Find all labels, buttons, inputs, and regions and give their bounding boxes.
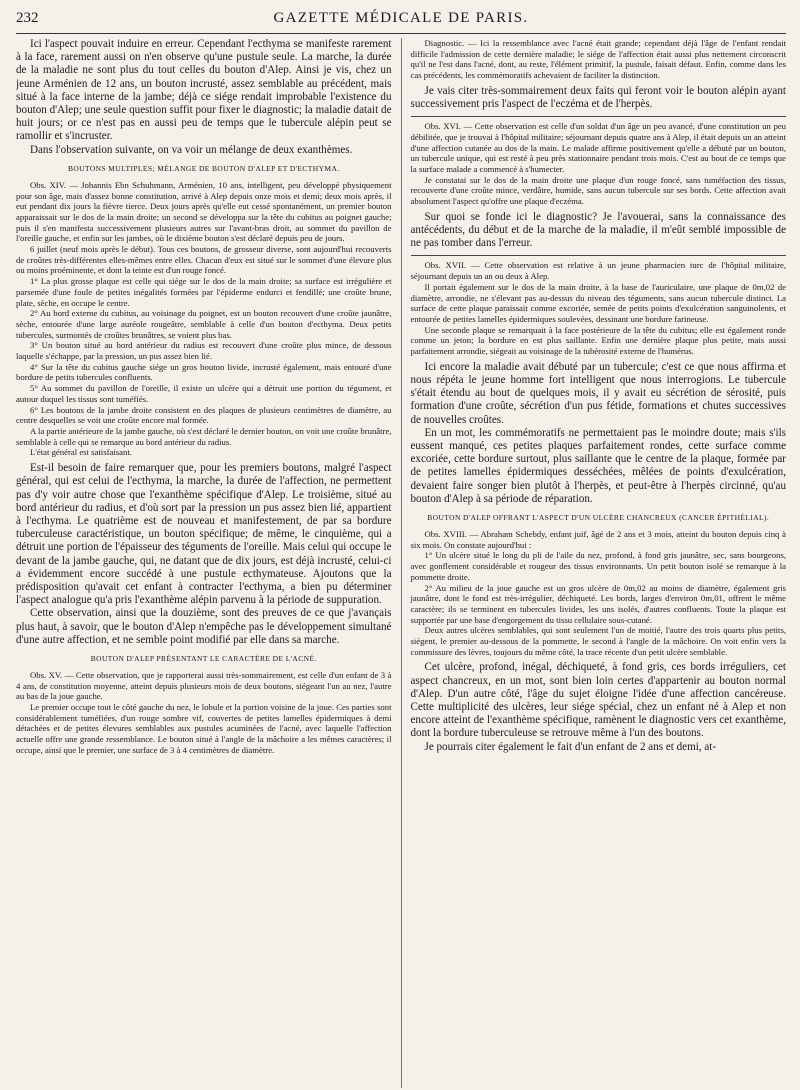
observation-paragraph: 1° Un ulcère situé le long du pli de l'aile du nez, profond, à fond gris jaunâtre, sec, sans bourgeons, avec gonflement considérable et rougeur des tissus environnants. Un petit bouton isolé se remarque à la pommette droite. [410, 550, 786, 582]
observation-paragraph: Le premier occupe tout le côté gauche du nez, le lobule et la portion voisine de la joue. Ces parties sont considérablement tuméfiées, d'un rouge sombre vif, couvertes de petites lamelles épidermiques à demi détachées et de petites élevures semblables aux pustules acuminées de l'acné, avec laquelle l'affection actuelle offre une grande ressemblance. Le bouton situé à l'angle de la mâchoire a les mêmes caractères; il occupe, ainsi que le premier, une surface de 3 à 4 centimètres de diamètre. [16, 702, 392, 755]
observation-paragraph: L'état général est satisfaisant. [30, 447, 132, 458]
observation-paragraph: Obs. XVII. — Cette observation est relative à un jeune pharmacien turc de l'hôpital militaire, séjournant depuis un an ou deux à Alep. [410, 260, 786, 282]
page-header [16, 10, 786, 34]
section-heading: BOUTON D'ALEP PRÉSENTANT LE CARACTÈRE DE L'ACNÉ. [90, 653, 317, 663]
body-paragraph: Sur quoi se fonde ici le diagnostic? Je l'avouerai, sans la connaissance des antécédents, du début et de la marche de la maladie, il m'eût semblé impossible de ne pas tomber dans l'erreur. [410, 210, 786, 250]
columns [16, 38, 786, 1088]
observation-paragraph: 1° La plus grosse plaque est celle qui siége sur le dos de la main droite; sa surface est irrégulière et parsemée d'une foule de petites inégalités formées par l'épiderme endurci et fendillé; une croûte brune, plate, sèche, en occupe le centre. [16, 276, 392, 308]
observation-paragraph: Obs. XVI. — Cette observation est celle d'un soldat d'un âge un peu avancé, d'une constitution un peu débilitée, que je trouvai à l'hôpital militaire; séjournant depuis quatre ans à Alep, il était depuis un an atteint d'une affection cutanée au dos de la main. Le malade affirme positivement qu'elle a débuté par un bouton, un tubercule unique, qui est resté à peu près stationnaire pendant trois mois. C'est au bout de ce temps que la surface malade a commencé à s'humecter. [410, 121, 786, 175]
observation-paragraph: 3° Un bouton situé au bord antérieur du radius est recouvert d'une croûte plus mince, de dessous laquelle s'échappe, par la pression, un pus assez bien lié. [16, 340, 392, 362]
observation-paragraph: Je constatai sur le dos de la main droite une plaque d'un rouge foncé, sans tuméfaction des tissus, recouverte d'une croûte mince, verdâtre, humide, sans aucun tubercule sur ses bords. Cette affection avait absolument l'aspect qu'offre une plaque d'eczéma. [410, 174, 786, 207]
observation-paragraph: Une seconde plaque se remarquait à la face postérieure de la tête du cubitus; elle est également ronde comme un jeton; la bordure en est plus saillante. Enfin une dernière plaque plus petite, mais aussi parfaitement arrondie, siégeait au voisinage de la tubérosité externe de l'humérus. [410, 324, 786, 357]
section-heading: BOUTON D'ALEP OFFRANT L'ASPECT D'UN ULCÈRE CHANCREUX (CANCER ÉPITHÉLIAL). [427, 513, 770, 523]
observation-paragraph: Deux autres ulcères semblables, qui sont seulement l'un de moitié, l'autre des trois quarts plus petits, siégent, le premier au-dessous de la pommette, le second à l'angle de la mâchoire. On voit enfin vers la commissure des lèvres, toujours du même côté, la trace récente d'un petit ulcère semblable. [410, 625, 786, 657]
left-column [16, 38, 401, 1088]
divider [411, 255, 787, 256]
journal-title: GAZETTE MÉDICALE DE PARIS. [273, 10, 529, 26]
body-paragraph: Je vais citer très-sommairement deux faits qui feront voir le bouton alépin ayant successivement pris l'aspect de l'eczéma et de l'herpès. [410, 84, 786, 111]
observation-paragraph: Diagnostic. — Ici la ressemblance avec l'acné était grande; cependant déjà l'âge de l'enfant rendait difficile l'admission de cette dernière maladie; le siége de l'affection était aussi plus nettement circonscrit qu'il ne l'est dans l'acné, dont, au reste, l'élément primitif, la pustule, faisait défaut. Enfin, comme dans les cas précédents, les commémoratifs achevaient de faciliter la distinction. [410, 38, 786, 81]
observation-paragraph: Il portait également sur le dos de la main droite, à la base de l'auriculaire, une plaque de 0m,02 de diamètre, arrondie, ne s'élevant pas au-dessus du niveau des téguments, sans aucun tubercule distinct. La surface de cette plaque paraissait comme excoriée, semée de petits points d'exulcération sanguinolents, et entourée de petites lamelles épidermiques soulevées, dessinant une bordure farineuse. [410, 281, 786, 324]
observation-paragraph: 2° Au bord externe du cubitus, au voisinage du poignet, est un bouton recouvert d'une croûte jaunâtre, sèche, entourée d'une large auréole rougeâtre, semblable à celle d'un bouton d'ecthyma. Deux petits tubercules, surmontés de croûtes brunâtres, se voient plus bas. [16, 308, 392, 340]
body-paragraph: Dans l'observation suivante, on va voir un mélange de deux exanthèmes. [30, 143, 353, 156]
body-paragraph: Je pourrais citer également le fait d'un enfant de 2 ans et demi, at- [424, 740, 717, 753]
observation-paragraph: Obs. XV. — Cette observation, que je rapporterai aussi très-sommairement, est celle d'un enfant de 3 à 4 ans, de constitution moyenne, atteint depuis plusieurs mois de deux boutons, siégeant l'un au nez, l'autre au bas de la joue gauche. [16, 669, 392, 702]
body-paragraph: En un mot, les commémoratifs ne permettaient pas le moindre doute; mais s'ils eussent manqué, ces petites plaques parfaitement rondes, cette surface comme excoriée, cette bordure surtout, plus saillante que le centre de la plaque, formée par de petites lamelles épidermiques desséchées, mêlées de points d'exulcération, devaient faire songer bien plutôt à l'herpès, et peut-être à l'herpès circinné, qu'au bouton d'Alep à sa période de réparation. [410, 426, 786, 505]
body-paragraph: Est-il besoin de faire remarquer que, pour les premiers boutons, malgré l'aspect général, qui est celui de l'ecthyma, la marche, la durée de l'affection, ne permettent pas d'y voir autre chose que l'exanthème spécifique d'Alep. Le troisième, situé au bord antérieur du radius, et d'où sort par la pression un pus assez bien lié, appartient à l'ecthyma. Le quatrième est de nouveau et manifestement, de par sa bordure tuberculeuse caractéristique, un bouton spécifique; de même, le cinquième, qui a détruit une portion de l'épaisseur des téguments de l'oreille. Mais celui qui occupe le devant de la jambe gauche, qui, ne datant que de dix jours, est déjà incrusté, celui-ci a évidemment encore succédé à une pustule ecthymateuse. Ajoutons que la prédisposition qu'avait cet enfant à contracter l'ecthyma, a bien pu déterminer l'aspect analogue qu'a pris l'exanthème alépin parvenu à la période de suppuration. [16, 462, 392, 607]
body-paragraph: Ici l'aspect pouvait induire en erreur. Cependant l'ecthyma se manifeste rarement à la face, rarement aussi on n'en observe qu'une pustule seule. La marche, la durée de la maladie ne sont plus du tout celles du bouton d'Alep. Ainsi je vis, chez un jeune Arménien de 12 ans, un bouton incrusté, assez semblable au précédent, mais situé à la face interne de la jambe; déjà ce siége rendait improbable l'existence du bouton d'Alep; une seule question suffit pour fixer le diagnostic; la maladie datait de huit jours; or ce n'est pas en aussi peu de temps que le tubercule alépin peut se ramollir et s'incruster. [16, 38, 392, 143]
body-paragraph: Ici encore la maladie avait débuté par un tubercule; c'est ce que nous affirma et nous répéta le jeune homme fort intelligent que nous interrogions. Le tubercule s'était étendu au bout de quelques mois, il y avait eu sécrétion de sérosité, puis formation d'une croûte, sécrétion d'un pus fétide, formations et chutes successives de nouvelles croûtes. [410, 360, 786, 426]
body-paragraph: Cet ulcère, profond, inégal, déchiqueté, à fond gris, ces bords irréguliers, cet aspect chancreux, en un mot, sont bien loin certes d'appartenir au bouton normal d'Alep. D'un autre côté, l'âge du sujet éloigne l'idée d'une affection cancéreuse. Cette multiplicité des ulcères, leur siége spécial, chez un enfant né à Alep et non encore atteint de l'exanthème spécifique, ramènent le diagnostic vers cet exanthème, dont la bordure tuberculeuse se retrouve même à l'un des boutons. [410, 661, 786, 740]
observation-paragraph: 2° Au milieu de la joue gauche est un gros ulcère de 0m,02 au moins de diamètre, également gris jaunâtre, dont le fond est très-irrégulier, déchiqueté. Les bords, larges d'environ 0m,01, offrent le même caractère; ils se terminent en tubercules livides, les uns isolés, d'autres confluents. Toute la plaque est supportée par une base d'engorgement du tissu cellulaire sous-cutané. [410, 582, 786, 625]
observation-paragraph: 6° Les boutons de la jambe droite consistent en des plaques de plusieurs centimètres de diamètre, au centre desquelles se voit une croûte encore mal formée. [16, 404, 392, 426]
observation-paragraph: Obs. XIV. — Johannis Ebn Schuhmann, Arménien, 10 ans, intelligent, peu développé physiquement pour son âge, mais d'assez bonne constitution, arrivé à Alep depuis onze mois et demi; deux mois après, il eut pendant dix jours la fièvre tierce. Deux jours après qu'elle eut cessé spontanément, un premier bouton apparaissait sur le dos de la main droite; un second se développa sur la tête du cubitus au poignet gauche; puis il s'en manifesta successivement plusieurs autres sur l'avant-bras droit, au sommet du pavillon de l'oreille gauche, et enfin sur les jambes, où le dixième bouton s'est déclaré depuis peu de jours. [16, 179, 392, 244]
section-heading: BOUTONS MULTIPLES; MÉLANGE DE BOUTON D'ALEP ET D'ECTHYMA. [67, 163, 340, 173]
observation-paragraph: 6 juillet (neuf mois après le début). Tous ces boutons, de grosseur diverse, sont aujourd'hui recouverts de croûtes très-différentes elles-mêmes entre elles. Chacun d'eux est situé sur le sommet d'une élevure plus ou moins proéminente, et dont la teinte est d'un rouge foncé. [16, 244, 392, 276]
body-paragraph: Cette observation, ainsi que la douzième, sont des preuves de ce que j'avançais plus haut, à savoir, que le bouton d'Alep n'empêche pas le développement simultané d'une autre affection, et ne semble point modifié par elle dans sa marche. [16, 607, 392, 646]
observation-paragraph: A la partie antérieure de la jambe gauche, où s'est déclaré le dernier bouton, on voit une croûte brunâtre, semblable à celle qui se remarque au bord antérieur du radius. [16, 426, 392, 447]
observation-paragraph: 5° Au sommet du pavillon de l'oreille, il existe un ulcère qui a détruit une portion du tégument, et autour duquel les tissus sont tuméfiés. [16, 383, 392, 404]
observation-paragraph: 4° Sur la tête du cubitus gauche siége un gros bouton livide, incrusté également, mais entouré d'une bordure de petits tubercules confluents. [16, 361, 392, 383]
right-column [401, 38, 787, 1088]
divider [411, 116, 787, 117]
observation-paragraph: Obs. XVIII. — Abraham Schebdy, enfant juif, âgé de 2 ans et 3 mois, atteint du bouton depuis cinq à six mois. On constate aujourd'hui : [410, 529, 786, 550]
page-number: 232 [16, 10, 39, 26]
